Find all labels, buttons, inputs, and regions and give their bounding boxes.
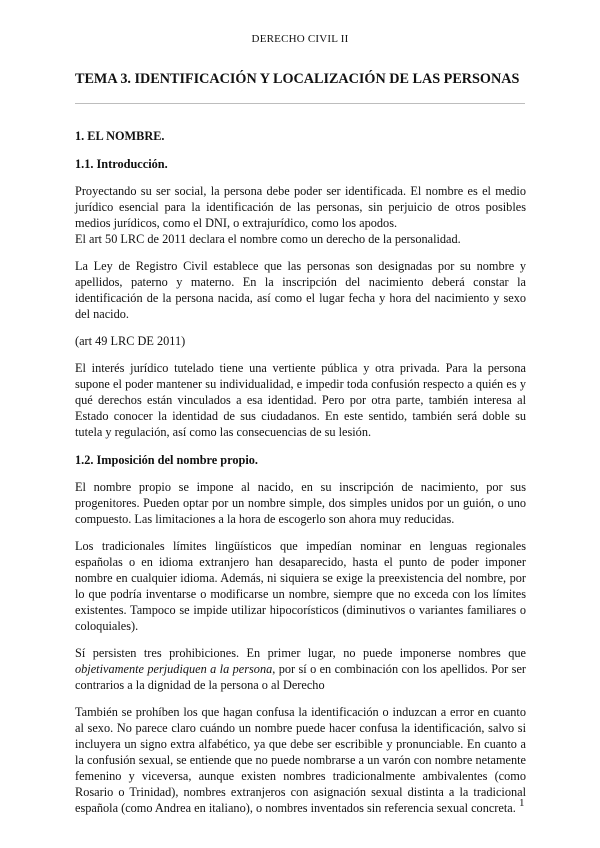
- paragraph-nombre-propio: El nombre propio se impone al nacido, en su inscripción de nacimiento, por sus progenitores. Pueden optar por un nombre simple, dos simples unidos por un guión, o uno compuesto. Las limitaciones a la hora de escogerlo son ahora muy reducidas.: [75, 480, 526, 526]
- document-title: TEMA 3. IDENTIFICACIÓN Y LOCALIZACIÓN DE LAS PERSONAS: [75, 71, 520, 87]
- paragraph-confusion-sexo: También se prohíben los que hagan confusa la identificación o induzcan a error en cuanto al sexo. No parece claro cuándo un nombre puede hacer confusa la identificación, salvo si incluyera un signo extra alfabético, ya que debe ser escribible y pronunciable. En cuanto a la confusión sexual, se entiende que no puede nombrarse a un varón con nombre netamente femenino y viceversa, aunque existen nombres tradicionalmente ambivalentes (como Rosario o Trinidad), nombres extranjeros con asignación sexual distinta a la tradicional española (como Andrea en italiano), o nombres inventados sin referencia sexual concreta.: [75, 705, 526, 815]
- title-divider: [75, 103, 525, 104]
- paragraph-ley-registro-civil: La Ley de Registro Civil establece que las personas son designadas por su nombre y apellidos, paterno y materno. En la inscripción del nacimiento deberá constar la identificación de la persona nacida, así como el lugar fecha y hora del nacimiento y sexo del nacido.: [75, 259, 526, 321]
- subsection-heading-imposicion: 1.2. Imposición del nombre propio.: [75, 453, 259, 467]
- paragraph-art-50: El art 50 LRC de 2011 declara el nombre como un derecho de la personalidad.: [75, 232, 461, 246]
- subsection-heading-introduccion: 1.1. Introducción.: [75, 157, 168, 171]
- paragraph-identificacion: Proyectando su ser social, la persona debe poder ser identificada. El nombre es el medio jurídico esencial para la identificación de las personas, sin perjuicio de otros posibles medios jurídicos, como el DNI, o extrajurídico, como los apodos.: [75, 184, 526, 230]
- running-header: DERECHO CIVIL II: [251, 33, 349, 45]
- prohibiciones-text-start: Sí persisten tres prohibiciones. En primer lugar, no puede imponerse nombres que: [75, 646, 526, 660]
- document-body: [75, 122, 526, 816]
- paragraph-interes-juridico: El interés jurídico tutelado tiene una vertiente pública y otra privada. Para la persona supone el poder mantener su individualidad, e impedir toda confusión respecto a quién es y qué derechos están vinculados a esa identidad. Pero por otra parte, también interesa al Estado conocer la identidad de sus ciudadanos. En este sentido, también será doble su tutela y regulación, así como las consecuencias de su lesión.: [75, 361, 526, 439]
- prohibiciones-text-end: , por sí o en combinación con los apellidos. Por ser contrarios a la dignidad de la persona o al Derecho: [75, 662, 526, 692]
- prohibiciones-emphasis: objetivamente perjudiquen a la persona: [75, 662, 273, 676]
- paragraph-prohibiciones: [75, 645, 526, 693]
- paragraph-art-49: (art 49 LRC DE 2011): [75, 334, 186, 348]
- paragraph-limites-linguisticos: Los tradicionales límites lingüísticos que impedían nominar en lenguas regionales españolas o en idioma extranjero han desaparecido, hasta el punto de poder imponer nombre en cualquier idioma. Además, ni siquiera se exige la preexistencia del nombre, por lo que podría inventarse o modificarse un nombre, siempre que no exceda con los límites existentes. Tampoco se impide utilizar hipocorísticos (diminutivos o variantes familiares o coloquiales).: [75, 539, 526, 633]
- section-heading-el-nombre: 1. EL NOMBRE.: [75, 129, 165, 143]
- page-number: 1: [519, 797, 525, 809]
